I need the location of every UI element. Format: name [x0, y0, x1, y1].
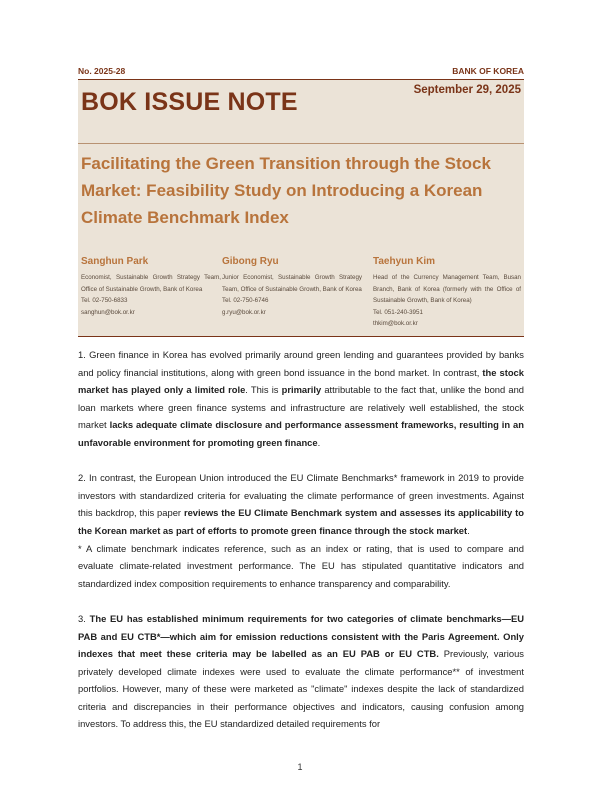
author-phone: Tel. 02-750-6833 [81, 297, 128, 304]
text-run: 1. Green finance in Korea has evolved primarily around green lending and guarantees provided by banks and policy financial institutions, along with green bond issuance in the bond market. In contrast, [78, 349, 524, 378]
author-affiliation: Economist, Sustainable Growth Strategy Team, Office of Sustainable Growth, Bank of Korea [81, 274, 221, 293]
author-block [373, 256, 521, 330]
text-run: attributable to the fact that, unlike the bond and loan markets where green finance systems and infrastructure are relatively well established, the stock market [78, 384, 524, 431]
author-email[interactable]: g.ryu@bok.or.kr [222, 308, 266, 316]
text-run: . [467, 524, 470, 536]
publication-date: September 29, 2025 [413, 84, 521, 96]
author-affiliation: Head of the Currency Management Team, Busan Branch, Bank of Korea (formerly with the Office of Sustainable Growth, Bank of Korea) [373, 274, 521, 304]
paragraph-3 [78, 610, 524, 733]
page-number: 1 [297, 762, 303, 772]
top-bar [78, 66, 524, 78]
author-phone: Tel. 02-750-6746 [222, 297, 269, 304]
issue-number: No. 2025-28 [78, 66, 126, 76]
header-divider [78, 143, 524, 144]
publication-brand: BOK ISSUE NOTE [81, 88, 298, 116]
text-run: . [317, 436, 321, 448]
footnote: * A climate benchmark indicates reference, such as an index or rating, that is used to compare and evaluate climate-related investment performance. The EU has stipulated quantitative indicators and standardized index composition requirements to enhance transparency and comparability. [78, 542, 524, 589]
text-run-bold: The EU has established minimum requirements for two categories of climate benchmarks—EU PAB and EU CTB*—which aim for emission reductions consistent with the Paris Agreement. Only indexes that meet these criteria may be labelled as an EU PAB or EU CTB. [78, 612, 524, 660]
text-run: . This is [245, 384, 282, 396]
bank-name: BANK OF KOREA [452, 66, 524, 76]
paragraph-2 [78, 469, 524, 539]
author-name: Gibong Ryu [222, 256, 279, 267]
author-name: Sanghun Park [81, 256, 149, 267]
text-run-bold: reviews the EU Climate Benchmark system and assesses its applicability to the Korean market as part of efforts to promote green finance through the stock market [78, 507, 525, 536]
text-run-bold: the stock market has played only a limited role [78, 366, 524, 396]
text-run-bold: primarily [281, 384, 322, 396]
author-block [222, 256, 362, 318]
author-block [81, 256, 221, 318]
text-run-bold: lacks adequate climate disclosure and performance assessment frameworks, resulting in an unfavorable environment for promoting green finance [78, 419, 524, 448]
author-phone: Tel. 051-240-3951 [373, 308, 423, 316]
text-run: Previously, various privately developed climate indexes were used to evaluate the climate performance** of investment portfolios. However, many of these were marketed as "climate" indexes despite the lack of standardized criteria and discrepancies in their performance objectives and indicators, causing confusion among investors. To address this, the EU standardized detailed requirements for [78, 648, 524, 730]
body-text [78, 346, 524, 733]
paper-title: Facilitating the Green Transition through the Stock Market: Feasibility Study on Introducing a Korean Climate Benchmark Index [81, 154, 491, 227]
paragraph-1 [78, 346, 524, 452]
author-affiliation: Junior Economist, Sustainable Growth Strategy Team, Office of Sustainable Growth, Bank of Korea [222, 274, 362, 293]
author-email[interactable]: thkim@bok.or.kr [373, 320, 418, 327]
text-run: 3. [78, 612, 90, 624]
header-bottom-rule [78, 336, 524, 337]
text-run: 2. In contrast, the European Union introduced the EU Climate Benchmarks* framework in 2019 to provide investors with standardized criteria for evaluating the climate performance of green investments. Against this backdrop, this paper [78, 472, 524, 519]
author-name: Taehyun Kim [373, 256, 436, 267]
header-panel [78, 80, 524, 336]
author-email[interactable]: sanghun@bok.or.kr [81, 308, 135, 316]
